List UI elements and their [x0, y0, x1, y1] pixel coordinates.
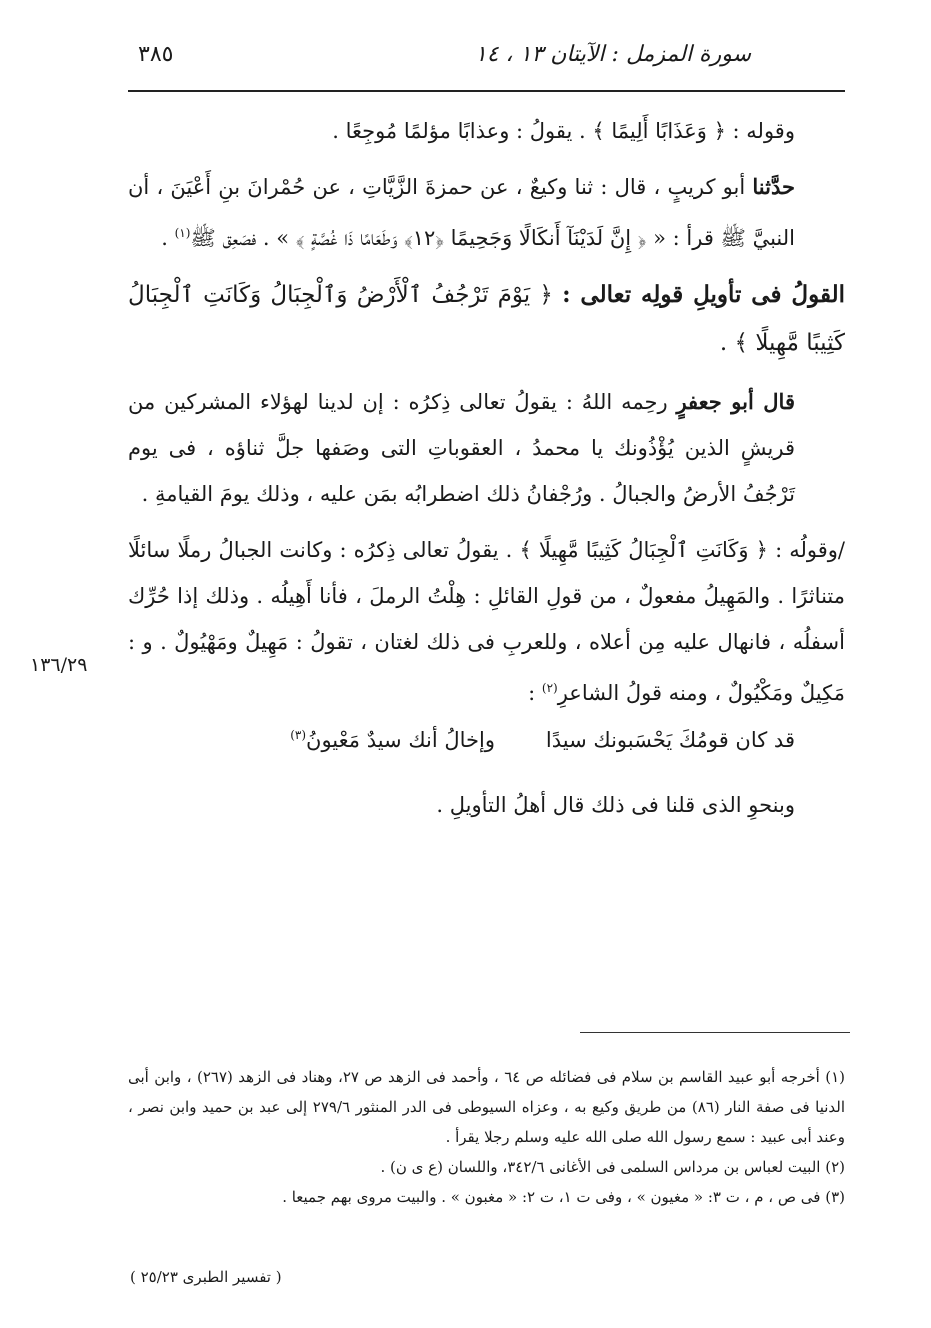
page-header — [120, 38, 841, 86]
heading-label: القولُ فى تأويلِ قولِه تعالى : — [562, 281, 845, 308]
paragraph-5: وبنحوِ الذى قلنا فى ذلك قال أهلُ التأويلِ . — [436, 793, 795, 817]
margin-reference: ١٣٦/٢٩ — [30, 654, 88, 676]
poem-verse — [128, 728, 845, 782]
footnote-2: (٢) البيت لعباس بن مرداس السلمى فى الأغانى ٣٤٢/٦، واللسان (ع ى ن) . — [380, 1158, 845, 1176]
footnote-ref-3: (٣) — [290, 728, 307, 742]
paragraph-2 — [128, 164, 845, 261]
paragraph-4-text: /وقولُه : ﴿ وَكَانَتِ ٱلْجِبَالُ كَثِيبًا مَّهِيلًا ﴾ . يقولُ تعالى ذِكرُه : وكانت الجبالُ رملًا سائلًا متناثرًا . والمَهِيلُ مفعولٌ ، من قولِ القائلِ : هِلْتُ الرملَ ، فأنا أَهِيلُه . وذلك إذا حُرِّك أسفلُه ، فانهال عليه مِن أعلاه ، وللعربِ فى ذلك لغتان ، تقولُ : مَهِيلٌ ومَهْيُولٌ . و : مَكِيلٌ ومَكْيُولٌ ، ومنه قولُ الشاعرِ — [128, 538, 845, 705]
main-text — [128, 108, 845, 838]
paragraph-3 — [128, 379, 845, 517]
hadith-opening: حدَّثنا — [752, 174, 795, 199]
section-heading — [128, 271, 845, 367]
heading-verse: ﴿ يَوْمَ تَرْجُفُ ٱلْأَرْضُ وَٱلْجِبَالُ وَكَانَتِ ٱلْجِبَالُ كَثِيبًا مَّهِيلًا ﴾ . — [128, 282, 845, 356]
footnote-ref-2: (٢) — [541, 681, 558, 695]
paragraph-3-text: رحِمه اللهُ : يقولُ تعالى ذِكرُه : إن لدينا لهؤلاء المشركين من قريشٍ الذين يُؤْذُونك يا محمدُ ، العقوباتِ التى وصَفها جلَّ ثناؤه ، فى يوم تَرْجُفُ الأرضُ والجبالُ . ورُجْفانُ ذلك اضطرابُه بمَن عليه ، وذلك يومَ القيامةِ . — [128, 390, 795, 506]
paragraph-4 — [128, 527, 845, 716]
footnote-3: (٣) فى ص ، م ، ت ٣: « مغيون » ، وفى ت ١، ت ٢: « مغبون » . والبيت مروى بهم جميعا . — [282, 1188, 845, 1206]
header-rule — [128, 90, 845, 92]
footnote-rule — [580, 1032, 850, 1033]
footnotes — [128, 1062, 845, 1212]
poem-second-hemistich — [290, 728, 495, 752]
paragraph-4-end: : — [528, 681, 542, 705]
paragraph-2-text: أبو كريبٍ ، قال : ثنا وكيعٌ ، عن حمزةَ الزَّيَّاتِ ، عن حُمْرانَ بنِ أَعْيَنَ ، أن النبيَّ ﷺ قرأ : « ﴿ إِنَّ لَدَيْنَآ أَنكَالًا وَجَحِيمًا ﴿١٢﴾ وَطَعَامًا ذَا غُصَّةٍ ﴾ » . فصَعِق ﷺ — [128, 175, 795, 250]
volume-label: ( تفسير الطبرى ٢٥/٢٣ ) — [130, 1268, 282, 1286]
paragraph-2-end: . — [161, 226, 175, 250]
running-title: سورة المزمل : الآيتان ١٣ ، ١٤ — [474, 42, 751, 67]
author-label: قال أبو جعفرٍ — [676, 389, 795, 414]
page-number: ٣٨٥ — [138, 42, 174, 67]
poem-first-hemistich: قد كان قومُكَ يَحْسَبونك سيدًا — [545, 728, 795, 752]
footnote-1: (١) أخرجه أبو عبيد القاسم بن سلام فى فضائله ص ٦٤ ، وأحمد فى الزهد ص ٢٧، وهناد فى الزهد (٢٦٧) ، وابن أبى الدنيا فى صفة النار (٨٦) من طريق وكيع به ، وعزاه السيوطى فى الدر المنثور ٢٧٩/٦ إلى عبد بن حميد وابن نصر ، وعند أبى عبيد : سمع رسول الله صلى الله عليه وسلم رجلا يقرأ . — [128, 1068, 846, 1146]
footnote-ref-1: (١) — [174, 226, 191, 240]
poem-second-text: وإخالُ أنك سيدٌ مَعْيونُ — [306, 728, 495, 752]
paragraph-1: وقوله : ﴿ وَعَذَابًا أَلِيمًا ﴾ . يقولُ : وعذابًا مؤلمًا مُوجِعًا . — [332, 119, 795, 143]
